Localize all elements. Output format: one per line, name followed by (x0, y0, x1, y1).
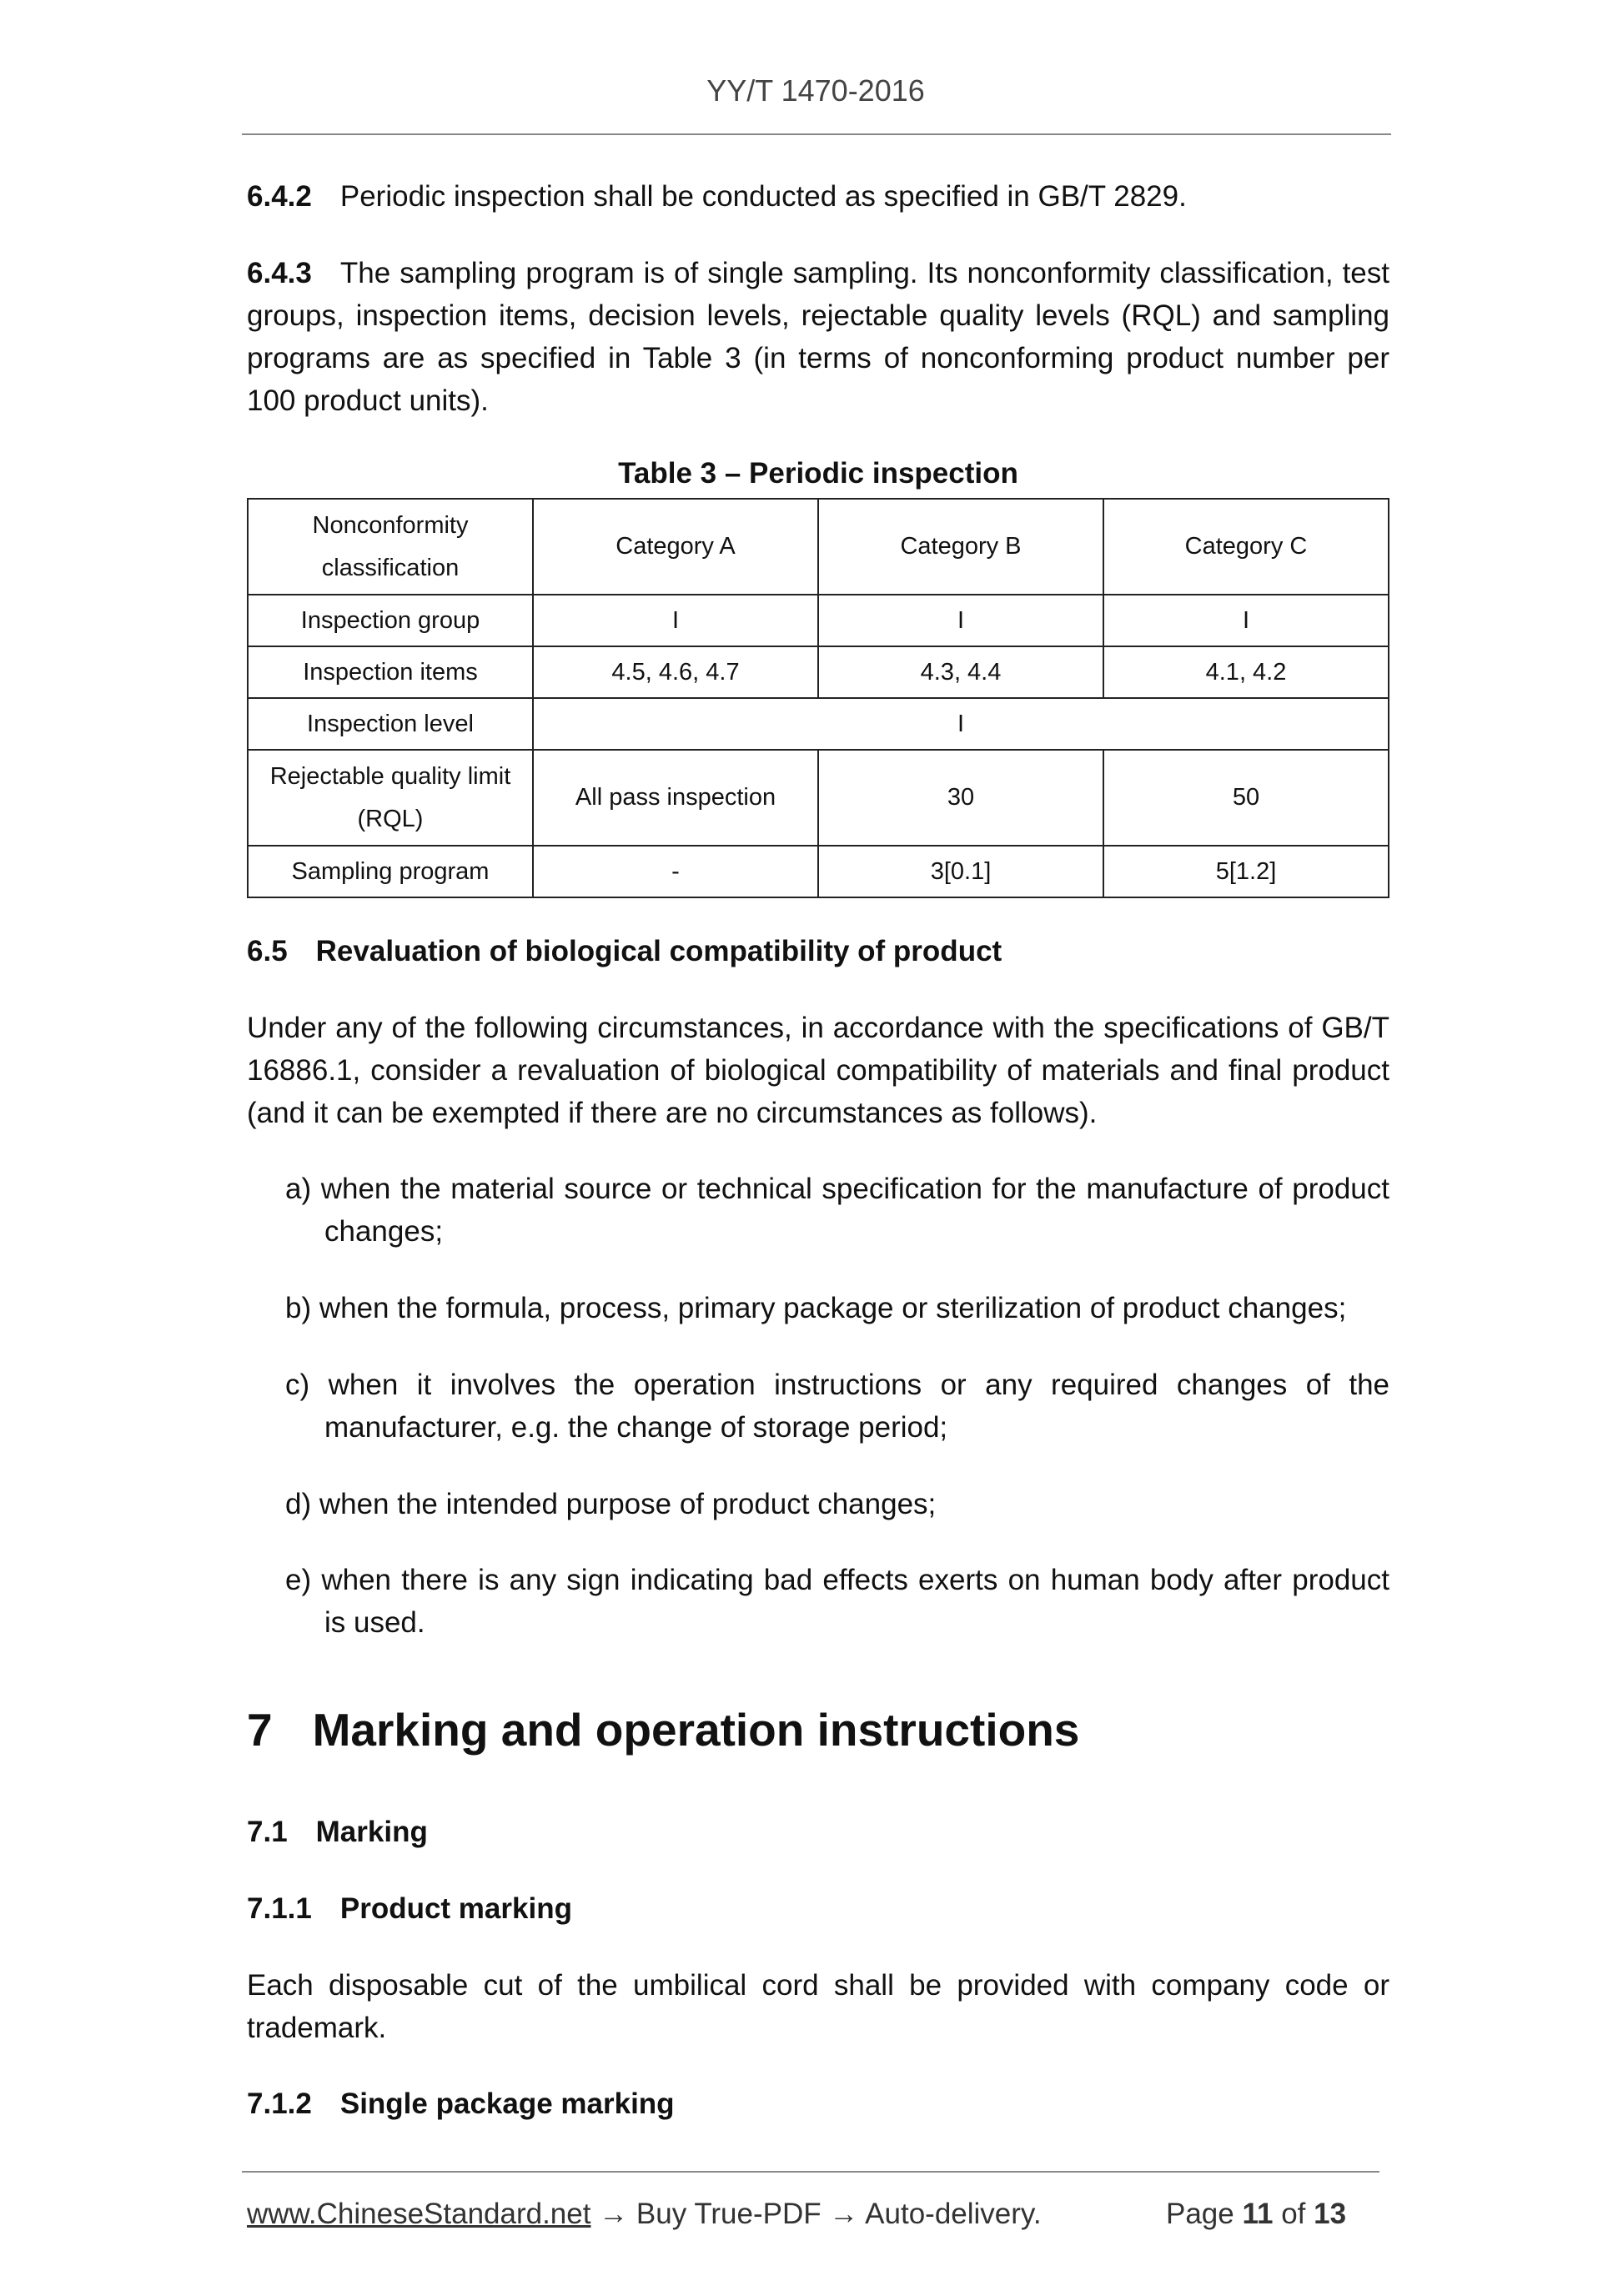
row-header-cell (248, 499, 533, 595)
table-cell: All pass inspection (533, 750, 818, 846)
cell-line: classification (321, 554, 460, 581)
clause-number: 6.4.3 (247, 257, 312, 289)
table-row (248, 750, 1389, 846)
table-cell: 4.5, 4.6, 4.7 (533, 646, 818, 698)
row-header-cell: Inspection items (248, 646, 533, 698)
table-row (248, 595, 1389, 646)
list-item-text: a) when the material source or technical specification for the manufacture of product changes; (285, 1173, 1389, 1248)
footer-promo-text: → Buy True-PDF → Auto-delivery. (590, 2198, 1042, 2230)
document-code-header: YY/T 1470-2016 (706, 73, 925, 108)
list-item (247, 1364, 1389, 1449)
clause-text: Periodic inspection shall be conducted as specified in GB/T 2829. (339, 180, 1187, 213)
list-item-text: d) when the intended purpose of product changes; (285, 1488, 937, 1520)
section-title: Revaluation of biological compatibility of product (315, 935, 1002, 967)
section-number: 7.1.2 (247, 2088, 312, 2120)
section-heading-7-1 (247, 1811, 1389, 1853)
section-title: Marking (315, 1816, 428, 1848)
table-cell: - (533, 846, 818, 897)
table-row (248, 698, 1389, 750)
list-item (247, 1483, 1389, 1525)
table-row (248, 646, 1389, 698)
current-page-number: 11 (1242, 2198, 1274, 2230)
list-item-text: e) when there is any sign indicating bad effects exerts on human body after product is used. (285, 1564, 1389, 1639)
total-pages-number: 13 (1314, 2198, 1347, 2230)
section-heading-7-1-2 (247, 2082, 1389, 2125)
section-heading-6-5 (247, 930, 1389, 972)
page-indicator (1166, 2198, 1346, 2231)
column-header-category-b: Category B (818, 499, 1103, 595)
clause-6-4-3 (247, 252, 1389, 422)
table-row (248, 499, 1389, 595)
cell-line: Nonconformity (312, 511, 469, 539)
header-rule (242, 133, 1391, 135)
table-cell: 50 (1103, 750, 1389, 846)
table-cell: 4.3, 4.4 (818, 646, 1103, 698)
section-number: 7.1.1 (247, 1892, 312, 1925)
paragraph: Under any of the following circumstances, in accordance with the specifications of GB/T 16886.1, consider a revaluation of biological compatibility of materials and final product (and it can be exempted if there are no circumstances as follows). (247, 1012, 1389, 1129)
section-7-1-1-text (247, 1964, 1389, 2049)
table-cell: I (1103, 595, 1389, 646)
paragraph: Each disposable cut of the umbilical cord shall be provided with company code or trademark. (247, 1969, 1389, 2044)
list-item-text: b) when the formula, process, primary package or sterilization of product changes; (285, 1292, 1347, 1324)
column-header-category-a: Category A (533, 499, 818, 595)
table-cell: I (533, 595, 818, 646)
table-caption: Table 3 – Periodic inspection (618, 457, 1018, 490)
table-cell: 4.1, 4.2 (1103, 646, 1389, 698)
section-number: 7 (247, 1704, 273, 1756)
cell-line: Rejectable quality limit (269, 762, 511, 790)
list-item (247, 1287, 1389, 1329)
section-number: 7.1 (247, 1816, 288, 1848)
column-header-category-c: Category C (1103, 499, 1389, 595)
cell-line: (RQL) (357, 805, 424, 832)
section-heading-7-1-1 (247, 1887, 1389, 1930)
of-label: of (1281, 2198, 1306, 2230)
section-6-5-intro (247, 1007, 1389, 1134)
table-row (248, 846, 1389, 897)
row-header-cell: Inspection level (248, 698, 533, 750)
section-number: 6.5 (247, 935, 288, 967)
clause-6-4-2 (247, 175, 1389, 218)
footer-rule (242, 2171, 1379, 2173)
table-cell: 30 (818, 750, 1103, 846)
row-header-cell: Inspection group (248, 595, 533, 646)
periodic-inspection-table (247, 498, 1389, 898)
list-item-text: c) when it involves the operation instructions or any required changes of the manufacturer, e.g. the change of storage period; (285, 1369, 1389, 1444)
list-item (247, 1168, 1389, 1253)
section-title: Single package marking (339, 2088, 675, 2120)
clause-text: The sampling program is of single sampling. Its nonconformity classification, test groups, inspection items, decision levels, rejectable quality levels (RQL) and sampling programs are as specified in Table 3 (in terms of nonconforming product number per 100 product units). (247, 257, 1389, 417)
website-link[interactable]: www.ChineseStandard.net (247, 2198, 591, 2230)
clause-number: 6.4.2 (247, 180, 312, 213)
table-cell: 5[1.2] (1103, 846, 1389, 897)
table-cell: I (818, 595, 1103, 646)
table-cell: I (533, 698, 1389, 750)
list-item (247, 1559, 1389, 1644)
section-heading-7 (247, 1703, 1389, 1756)
page-label: Page (1166, 2198, 1234, 2230)
footer-promo (247, 2198, 1042, 2231)
row-header-cell (248, 750, 533, 846)
row-header-cell: Sampling program (248, 846, 533, 897)
section-title: Product marking (339, 1892, 572, 1925)
table-cell: 3[0.1] (818, 846, 1103, 897)
section-title: Marking and operation instructions (312, 1704, 1080, 1756)
